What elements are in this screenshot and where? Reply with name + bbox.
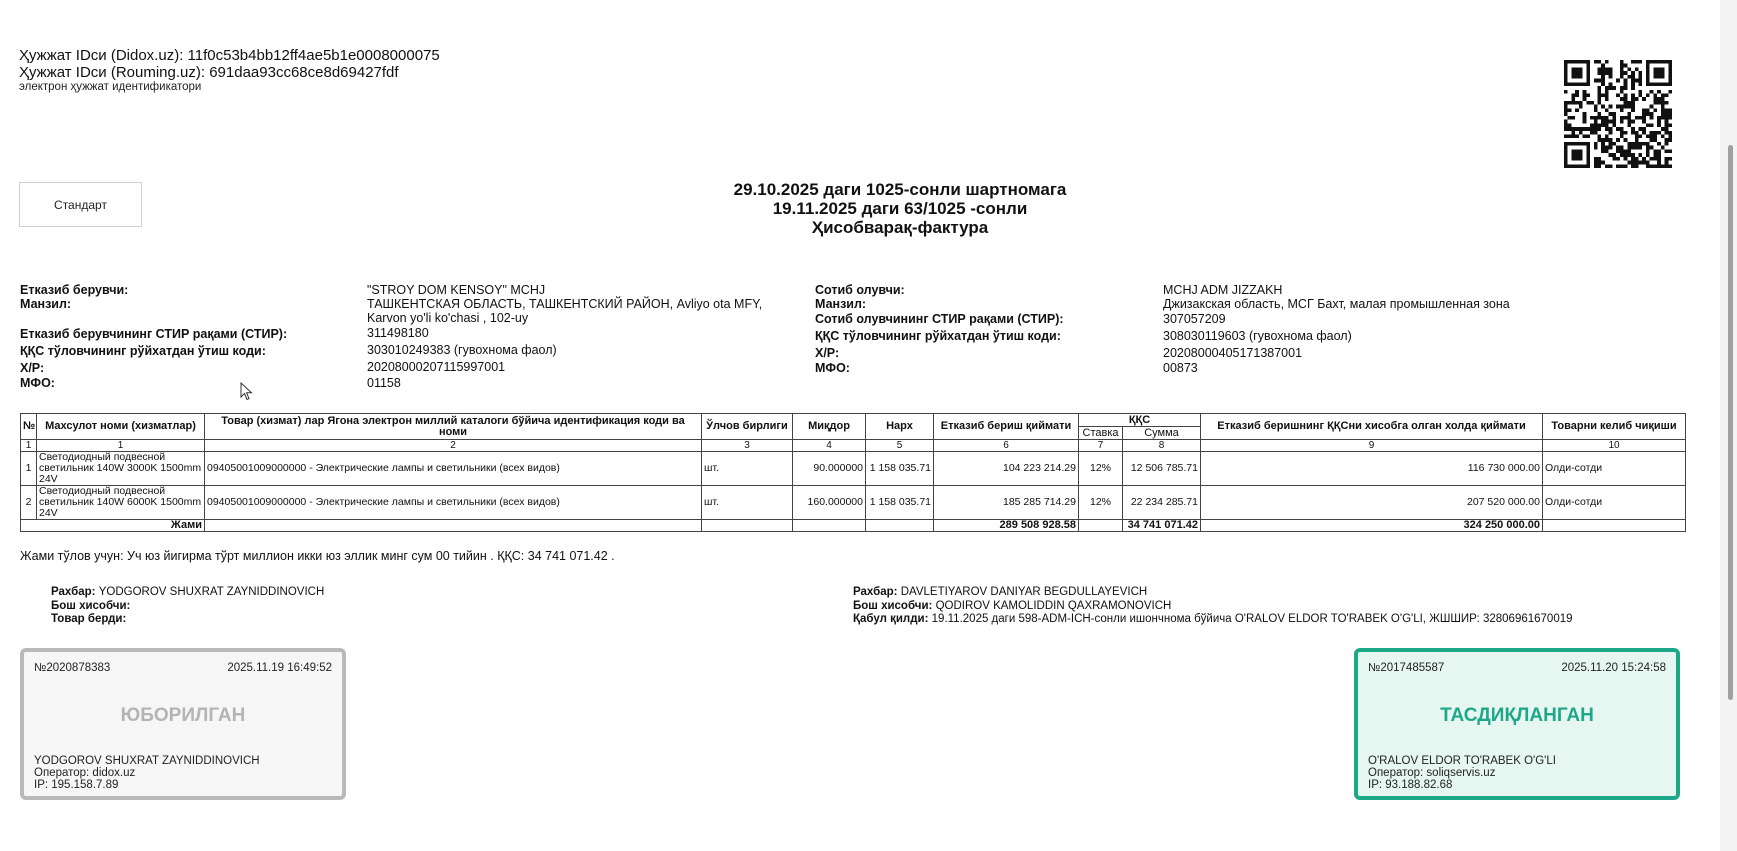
column-number: 8 (1123, 440, 1201, 452)
buyer-head-name: DAVLETIYAROV DANIYAR BEGDULLAYEVICH (900, 586, 1148, 598)
seller-account-label: Х/Р: (20, 361, 45, 375)
column-number: 5 (866, 440, 934, 452)
buyer-name-label: Сотиб олувчи: (815, 283, 905, 297)
cell-unit: шт. (702, 452, 793, 486)
total-delivery-value: 289 508 928.58 (934, 520, 1079, 532)
cell-catalog-code: 09405001009000000 - Электрические лампы и светильники (всех видов) (205, 486, 702, 520)
table-total-row (21, 520, 1686, 532)
standard-view-button[interactable]: Стандарт (19, 182, 142, 227)
confirmed-stamp-signer (1368, 755, 1556, 791)
confirmed-stamp-ip: IP: 93.188.82.68 (1368, 779, 1453, 791)
seller-stir-label: Етказиб берувчининг СТИР рақами (СТИР): (20, 327, 288, 341)
buyer-accountant-line (853, 600, 1573, 614)
total-with-vat: 324 250 000.00 (1201, 520, 1543, 532)
cell-total-with-vat: 116 730 000.00 (1201, 452, 1543, 486)
table-header-row (21, 414, 1686, 427)
table-row (21, 486, 1686, 520)
total-vat-sum: 34 741 071.42 (1123, 520, 1201, 532)
seller-accountant-label: Бош хисобчи: (51, 599, 131, 612)
sent-stamp-operator: Оператор: didox.uz (34, 767, 136, 779)
cell-vat-rate: 12% (1079, 452, 1123, 486)
column-number: 9 (1201, 440, 1543, 452)
total-empty-cell (1543, 520, 1686, 532)
column-number: 10 (1543, 440, 1686, 452)
seller-name-label: Етказиб берувчи: (20, 283, 129, 297)
sent-stamp-number: №2020878383 (34, 662, 111, 674)
qr-code-icon (1564, 60, 1672, 168)
seller-released-label: Товар берди: (51, 613, 127, 625)
confirmed-stamp-number: №2017485587 (1368, 662, 1445, 674)
cell-product-name: Светодиодный подвесной светильник 140W 3000K 1500mm 24V (37, 452, 205, 486)
buyer-stir: 307057209 (1163, 312, 1226, 326)
header-catalog-code: Товар (хизмат) лар Ягона электрон миллий каталоги бўйича идентификация коди ва номи (205, 414, 702, 440)
seller-head-line (51, 586, 324, 600)
buyer-vat-code-label: ҚҚС тўловчининг рўйхатдан ўтиш коди: (815, 329, 1061, 343)
cell-origin: Олди-сотди (1543, 452, 1686, 486)
payment-total-text: Жами тўлов учун: Уч юз йигирма тўрт миллион икки юз эллик минг сум 00 тийин . ҚҚС: 34 741 071.42 . (20, 549, 615, 563)
document-ids (19, 47, 440, 94)
confirmed-stamp-status: ТАСДИҚЛАНГАН (1440, 705, 1594, 726)
seller-details (20, 283, 810, 393)
total-empty-cell (205, 520, 702, 532)
header-no: № (21, 414, 37, 440)
cell-price: 1 158 035.71 (866, 486, 934, 520)
header-quantity: Миқдор (793, 414, 866, 440)
column-number: 6 (934, 440, 1079, 452)
header-vat-rate: Ставка (1079, 427, 1123, 440)
seller-account: 20208000207115997001 (367, 360, 506, 374)
header-price: Нарх (866, 414, 934, 440)
column-number: 4 (793, 440, 866, 452)
total-label: Жами (21, 520, 205, 532)
seller-released-line (51, 613, 324, 627)
seller-address-line2: Karvon yo'li ko'chasi , 102-uy (367, 311, 529, 325)
items-table (20, 413, 1686, 532)
seller-mfo: 01158 (367, 376, 401, 390)
seller-accountant-line (51, 600, 324, 614)
buyer-address: Джизакская область, МСГ Бахт, малая промышленная зона (1163, 297, 1510, 311)
header-origin: Товарни келиб чиқиши (1543, 414, 1686, 440)
sent-stamp-datetime: 2025.11.19 16:49:52 (227, 662, 332, 674)
buyer-details (815, 283, 1595, 378)
seller-vat-code-label: ҚҚС тўловчининг рўйхатдан ўтиш коди: (20, 344, 266, 358)
column-number: 2 (205, 440, 702, 452)
buyer-account-label: Х/Р: (815, 346, 840, 360)
scrollbar-thumb[interactable] (1728, 145, 1733, 700)
invoice-title (580, 180, 1220, 237)
buyer-received-line (853, 613, 1573, 627)
cell-quantity: 90.000000 (793, 452, 866, 486)
cell-no: 2 (21, 486, 37, 520)
cell-vat-sum: 22 234 285.71 (1123, 486, 1201, 520)
column-number-row (21, 440, 1686, 452)
header-total-with-vat: Етказиб беришнинг ҚҚСни хисобга олган холда қиймати (1201, 414, 1543, 440)
cell-delivery-value: 185 285 714.29 (934, 486, 1079, 520)
buyer-received-label: Қабул қилди: (853, 613, 929, 625)
cell-unit: шт. (702, 486, 793, 520)
title-document-type: Ҳисобварақ-фактура (811, 218, 989, 237)
buyer-head-line (853, 586, 1573, 600)
column-number: 7 (1079, 440, 1123, 452)
confirmed-stamp-name: O'RALOV ELDOR TO'RABEK O'G'LI (1368, 755, 1556, 767)
buyer-accountant-label: Бош хисобчи: (853, 599, 933, 612)
cell-delivery-value: 104 223 214.29 (934, 452, 1079, 486)
didox-id-value: 11f0c53b4bb12ff4ae5b1e0008000075 (187, 47, 440, 64)
buyer-address-label: Манзил: (815, 297, 867, 311)
seller-head-name: YODGOROV SHUXRAT ZAYNIDDINOVICH (98, 586, 325, 598)
buyer-name: MCHJ ADM JIZZAKH (1163, 283, 1283, 297)
didox-id-label: Ҳужжат IDси (Didox.uz): (19, 47, 184, 64)
column-number: 3 (702, 440, 793, 452)
cell-vat-sum: 12 506 785.71 (1123, 452, 1201, 486)
buyer-received-text: 19.11.2025 даги 598-ADM-ICH-сонли ишончнома бўйича O'RALOV ELDOR TO'RABEK O'G'LI, ЖШШИР: 32806961670019 (931, 613, 1573, 625)
header-product-name: Махсулот номи (хизматлар) (37, 414, 205, 440)
confirmed-stamp (1354, 648, 1680, 800)
total-empty-cell (793, 520, 866, 532)
rouming-id-value: 691daa93cc68ce8d69427fdf (209, 64, 399, 81)
buyer-vat-code: 308030119603 (гувохнома фаол) (1163, 329, 1352, 343)
sent-stamp (20, 648, 346, 800)
title-number-line: 19.11.2025 даги 63/1025 -сонли (772, 199, 1028, 218)
sent-stamp-signer (34, 755, 260, 791)
buyer-mfo-label: МФО: (815, 361, 850, 375)
cell-total-with-vat: 207 520 000.00 (1201, 486, 1543, 520)
rouming-id-line (19, 64, 440, 81)
cell-catalog-code: 09405001009000000 - Электрические лампы и светильники (всех видов) (205, 452, 702, 486)
cell-quantity: 160.000000 (793, 486, 866, 520)
title-contract-line: 29.10.2025 даги 1025-сонли шартномага (733, 180, 1067, 199)
buyer-stir-label: Сотиб олувчининг СТИР рақами (СТИР): (815, 312, 1064, 326)
header-unit: Ўлчов бирлиги (702, 414, 793, 440)
document-id-caption: электрон ҳужжат идентификатори (19, 81, 202, 93)
mouse-cursor-icon (240, 382, 254, 402)
header-vat: ҚҚС (1079, 414, 1201, 427)
seller-mfo-label: МФО: (20, 376, 55, 390)
header-vat-sum: Сумма (1123, 427, 1201, 440)
cell-product-name: Светодиодный подвесной светильник 140W 6000K 1500mm 24V (37, 486, 205, 520)
seller-address-label: Манзил: (20, 297, 72, 311)
didox-id-line (19, 47, 440, 64)
cell-price: 1 158 035.71 (866, 452, 934, 486)
table-row (21, 452, 1686, 486)
cell-vat-rate: 12% (1079, 486, 1123, 520)
buyer-accountant-name: QODIROV KAMOLIDDIN QAXRAMONOVICH (935, 599, 1172, 612)
seller-vat-code: 303010249383 (гувохнома фаол) (367, 343, 557, 357)
buyer-mfo: 00873 (1163, 361, 1198, 375)
seller-signatures (51, 586, 324, 627)
header-delivery-value: Етказиб бериш қиймати (934, 414, 1079, 440)
rouming-id-label: Ҳужжат IDси (Rouming.uz): (19, 64, 206, 81)
total-empty-cell (1079, 520, 1123, 532)
cell-origin: Олди-сотди (1543, 486, 1686, 520)
confirmed-stamp-operator: Оператор: soliqservis.uz (1368, 767, 1496, 779)
seller-name: "STROY DOM KENSOY" MCHJ (367, 283, 546, 297)
seller-head-label: Рахбар: (51, 586, 96, 598)
total-empty-cell (866, 520, 934, 532)
sent-stamp-ip: IP: 195.158.7.89 (34, 779, 119, 791)
seller-stir: 311498180 (367, 326, 429, 340)
sent-stamp-name: YODGOROV SHUXRAT ZAYNIDDINOVICH (34, 755, 260, 767)
column-number: 1 (21, 440, 37, 452)
column-number: 1 (37, 440, 205, 452)
buyer-account: 20208000405171387001 (1163, 346, 1303, 360)
seller-address-line1: ТАШКЕНТСКАЯ ОБЛАСТЬ, ТАШКЕНТСКИЙ РАЙОН, Avliyo ota MFY, (367, 297, 763, 311)
buyer-signatures (853, 586, 1573, 627)
buyer-head-label: Рахбар: (853, 586, 898, 598)
confirmed-stamp-datetime: 2025.11.20 15:24:58 (1561, 662, 1666, 674)
cell-no: 1 (21, 452, 37, 486)
total-empty-cell (702, 520, 793, 532)
sent-stamp-status: ЮБОРИЛГАН (120, 705, 246, 726)
